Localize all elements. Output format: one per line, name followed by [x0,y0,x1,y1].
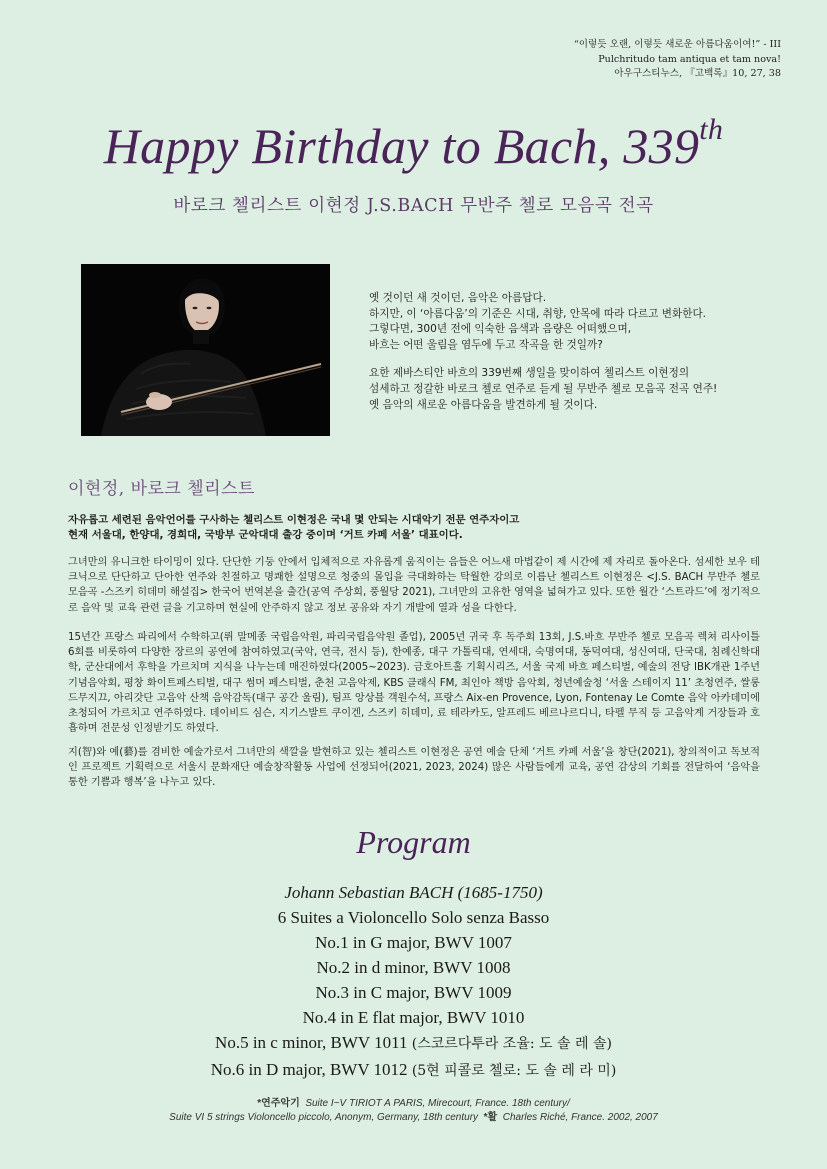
title-superscript: th [699,113,724,146]
footnote-line-1 [0,1097,827,1111]
program-item: No.2 in d minor, BWV 1008 [316,958,511,977]
program-item-note: (스코르다투라 조율: 도 솔 레 솔) [411,1036,612,1052]
bio-lead [68,513,768,543]
intro-line: 옛 음악의 새로운 아름다움을 발견하게 될 것이다. [369,398,598,411]
epigraph-quote-latin: Pulchritudo tam antiqua et tam nova! [598,53,781,65]
footnote-line-2 [0,1111,827,1125]
bio-heading: 이현정, 바로크 첼리스트 [68,479,255,499]
program-item: No.4 in E flat major, BWV 1010 [302,1008,525,1027]
page-title [0,113,827,175]
program-list [0,880,827,1084]
program-heading: Program [356,824,471,860]
program-item-note: (5현 피콜로 첼로: 도 솔 레 라 미) [411,1063,617,1079]
bio-paragraph-3: 지(智)와 예(藝)를 겸비한 예술가로서 그녀만의 색깔을 발현하고 있는 첼리스트 이현정은 공연 예술 단체 ‘거트 카페 서울’을 창단(2021), 창의적이고 독보적인 프로젝트 기획력으로 서울시 문화재단 예술창작활동 사업에 선정되어(2021, 2023, 2024) 많은 사람들에게 교육, 공연 감상의 기회를 전달하여 ‘음악을 통한 기쁨과 행복’을 나누고 있다. [68,747,760,789]
instrument-text-2: Suite VI 5 strings Violoncello piccolo, Anonym, Germany, 18th century [169,1111,479,1123]
bow-label: *활 [483,1111,498,1123]
program-item: No.1 in G major, BWV 1007 [315,933,512,952]
bio-lead-line: 현재 서울대, 한양대, 경희대, 국방부 군악대대 출강 중이며 ‘거트 카페 서울’ 대표이다. [68,529,463,541]
intro-line: 섬세하고 정갈한 바로크 첼로 연주로 듣게 될 무반주 첼로 모음곡 전곡 연주! [369,382,718,395]
intro-line: 옛 것이던 새 것이던, 음악은 아름답다. [369,292,547,304]
epigraph [481,38,781,82]
instrument-text: Suite I~V TIRIOT A PARIS, Mirecourt, France. 18th century/ [305,1098,570,1109]
program-item-title: No.5 in c minor, BWV 1011 [215,1033,408,1052]
title-text: Happy Birthday to Bach, 339 [103,118,700,174]
page-subtitle: 바로크 첼리스트 이현정 J.S.BACH 무반주 첼로 모음곡 전곡 [173,196,654,216]
intro-line: 바흐는 어떤 울림을 염두에 두고 작곡을 한 것일까? [369,338,603,351]
bio-paragraph-2: 15년간 프랑스 파리에서 수학하고(뤼 말메종 국립음악원, 파리국립음악원 졸업), 2005년 귀국 후 독주회 13회, J.S.바흐 무반주 첼로 모음곡 렉쳐 리사이틀 6회를 비롯하여 다양한 장르의 공연에 참여하였고(국악, 연극, 전시 등), 한예종, 대구 가톨릭대, 연세대, 숙명여대, 동덕여대, 성신여대, 단국대, 침례신학대학, 군산대에서 후학을 가르치며 지식을 나누는데 매진하였다(2005~2023). 금호아트홀 기획시리즈, 서울 국제 바흐 페스티벌, 예술의 전당 IBK개관 1주년 기념음악회, 평창 화이트페스티벌, 대구 썸머 페스티벌, 춘천 고음악제, KBS 클래식 FM, 최인아 책방 음악회, 청년예술청 ‘서울 스테이지 11’ 초청연주, 쌀롱드무지끄, 아리갓단 고음악 산책 음악감독(대구 공간 울림), 팀프 앙상블 객원수석, 프랑스 Aix-en Provence, Lyon, Fontenay Le Comte 음악 아카데미에 초청되어 가르치고 연주하였다. 데이비드 심슨, 지기스발트 쿠이겐, 스즈키 히데미, 료 테라카도, 알프레드 베르나르디니, 타펠 무직 등 고음악계 거장들과 호흡하며 전문성 인정받기도 하였다. [68,632,760,735]
program-composer: Johann Sebastian BACH (1685-1750) [284,883,543,902]
program-item-suite-6 [0,1057,827,1084]
bio-lead-line: 자유롭고 세련된 음악언어를 구사하는 첼리스트 이현정은 국내 몇 안되는 시대악기 전문 연주자이고 [68,514,520,526]
program-item-title: No.6 in D major, BWV 1012 [210,1060,408,1079]
program-item: No.3 in C major, BWV 1009 [315,983,512,1002]
epigraph-source: 아우구스티누스, 『고백록』10, 27, 38 [614,68,781,79]
cellist-portrait-illustration [81,264,330,436]
intro-text [369,291,789,413]
cellist-photo [81,264,330,436]
intro-line: 그렇다면, 300년 전에 익숙한 음색과 음량은 어떠했으며, [369,323,632,336]
intro-line: 요한 제바스티안 바흐의 339번째 생일을 맞이하여 첼리스트 이현정의 [369,367,690,380]
bow-text: Charles Riché, France. 2002, 2007 [502,1111,658,1123]
intro-spacer [369,353,789,366]
program-work: 6 Suites a Violoncello Solo senza Basso [277,908,550,927]
epigraph-quote-korean: “이렇듯 오랜, 이렇듯 새로운 아름다움이여!” - III [573,39,781,50]
instrument-footnote [0,1097,827,1124]
intro-line: 하지만, 이 ‘아름다움’의 기준은 시대, 취향, 안목에 따라 다르고 변화한다. [369,307,707,320]
bio-paragraph-1: 그녀만의 유니크한 타이밍이 있다. 단단한 기둥 안에서 입체적으로 자유롭게 움직이는 음들은 어느새 마법같이 제 시간에 제 자리로 돌아온다. 섬세한 보우 테크닉으로 단단하고 단아한 연주와 친절하고 명쾌한 설명으로 청중의 몰입을 극대화하는 탁월한 강의로 이름난 첼리스트 이현정은 <J.S. BACH 무반주 첼로 모음곡 -스즈키 히데미 해설집> 한국어 번역본을 출간(공역 주상희, 풍월당 2021), 그녀만의 고유한 영역을 넓혀가고 있다. 또한 월간 ‘스트라드’에 정기적으로 음악 및 교육 관련 글을 기고하며 현실에 안주하지 않고 정보 공유와 자기 개발에 열과 성을 다한다. [68,557,760,614]
program-item-suite-5 [0,1030,827,1057]
instrument-label: *연주악기 [257,1098,300,1109]
